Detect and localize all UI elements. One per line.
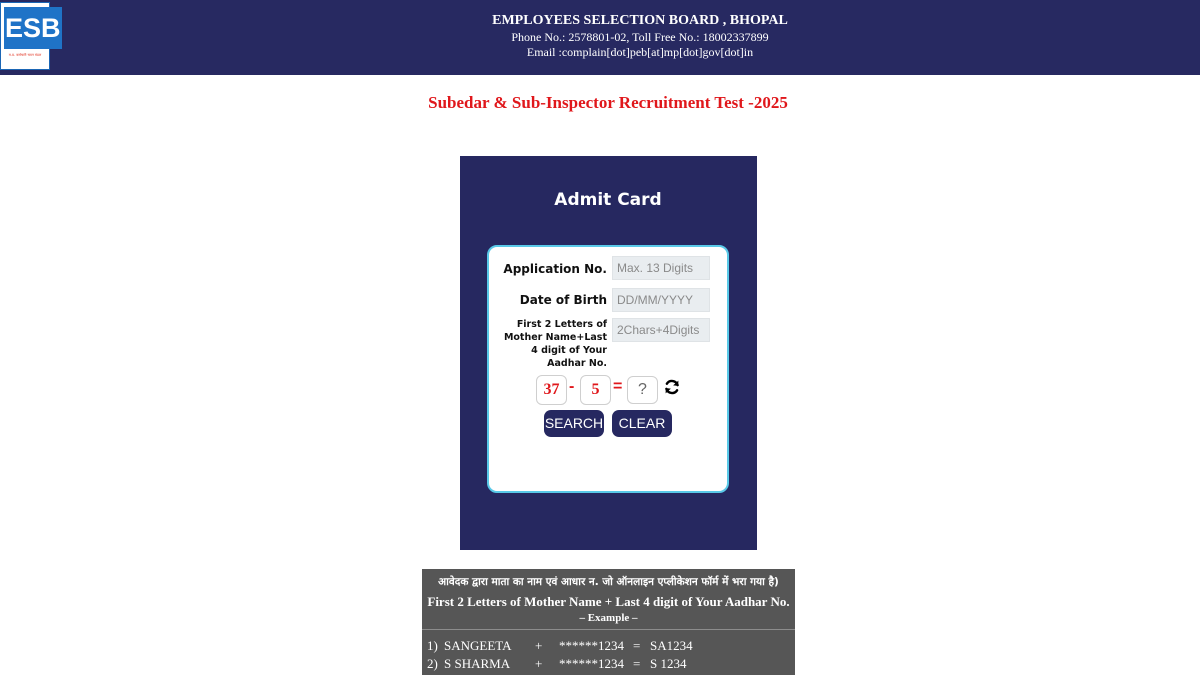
board-email: Email :complain[dot]peb[at]mp[dot]gov[dot]in [526,45,754,59]
header-text [430,12,850,60]
dob-label: Date of Birth [519,293,607,307]
example-row [422,638,795,656]
example-row-index: 2) [427,656,438,671]
board-phone: Phone No.: 2578801-02, Toll Free No.: 18002337899 [511,30,769,44]
exam-title: Subedar & Sub-Inspector Recruitment Test -2025 [428,93,788,112]
example-box [422,569,795,675]
search-button[interactable]: SEARCH [544,410,604,437]
mother-aadhar-input[interactable] [612,318,710,342]
example-row-aadhar: ******1234 [559,638,624,653]
example-row-equals: = [633,656,641,671]
example-row-equals: = [633,638,641,653]
example-row-index: 1) [427,638,438,653]
example-row-plus: + [535,656,543,671]
application-no-input[interactable] [612,256,710,280]
example-row-result: S 1234 [650,656,687,671]
board-title: EMPLOYEES SELECTION BOARD , BHOPAL [492,13,788,28]
esb-logo-letters: ESB [4,7,62,49]
example-row-plus: + [535,638,543,653]
captcha-equals: = [613,378,623,395]
example-row-name: SANGEETA [444,638,512,653]
example-row-result: SA1234 [650,638,693,653]
esb-logo-mark [4,7,61,49]
example-english-text: First 2 Letters of Mother Name + Last 4 digit of Your Aadhar No. [427,594,790,609]
esb-logo [0,2,61,70]
example-row [422,656,795,674]
example-subheading: – Example – [579,612,638,624]
clear-button[interactable]: CLEAR [612,410,672,437]
captcha-answer-input[interactable] [627,376,658,404]
admit-card-title: Admit Card [554,190,662,210]
header-bar [0,0,1200,75]
dob-input[interactable] [612,288,710,312]
example-row-name: S SHARMA [444,656,511,671]
example-divider [422,629,795,630]
captcha-operator: - [569,378,575,395]
mother-aadhar-label: First 2 Letters of Mother Name+Last 4 digit of Your Aadhar No. [503,319,607,369]
application-no-label: Application No. [503,262,607,276]
refresh-icon[interactable] [663,378,681,396]
captcha-operand-2: 5 [580,375,611,405]
example-hindi-text: आवेदक द्वारा माता का नाम एवं आधार न. जो ऑनलाइन एप्लीकेशन फॉर्म में भरा गया है) [438,576,779,588]
example-row-aadhar: ******1234 [559,656,624,671]
esb-logo-subtext: म.प्र. कर्मचारी चयन मंडल [8,53,42,57]
captcha-operand-1: 37 [536,375,567,405]
